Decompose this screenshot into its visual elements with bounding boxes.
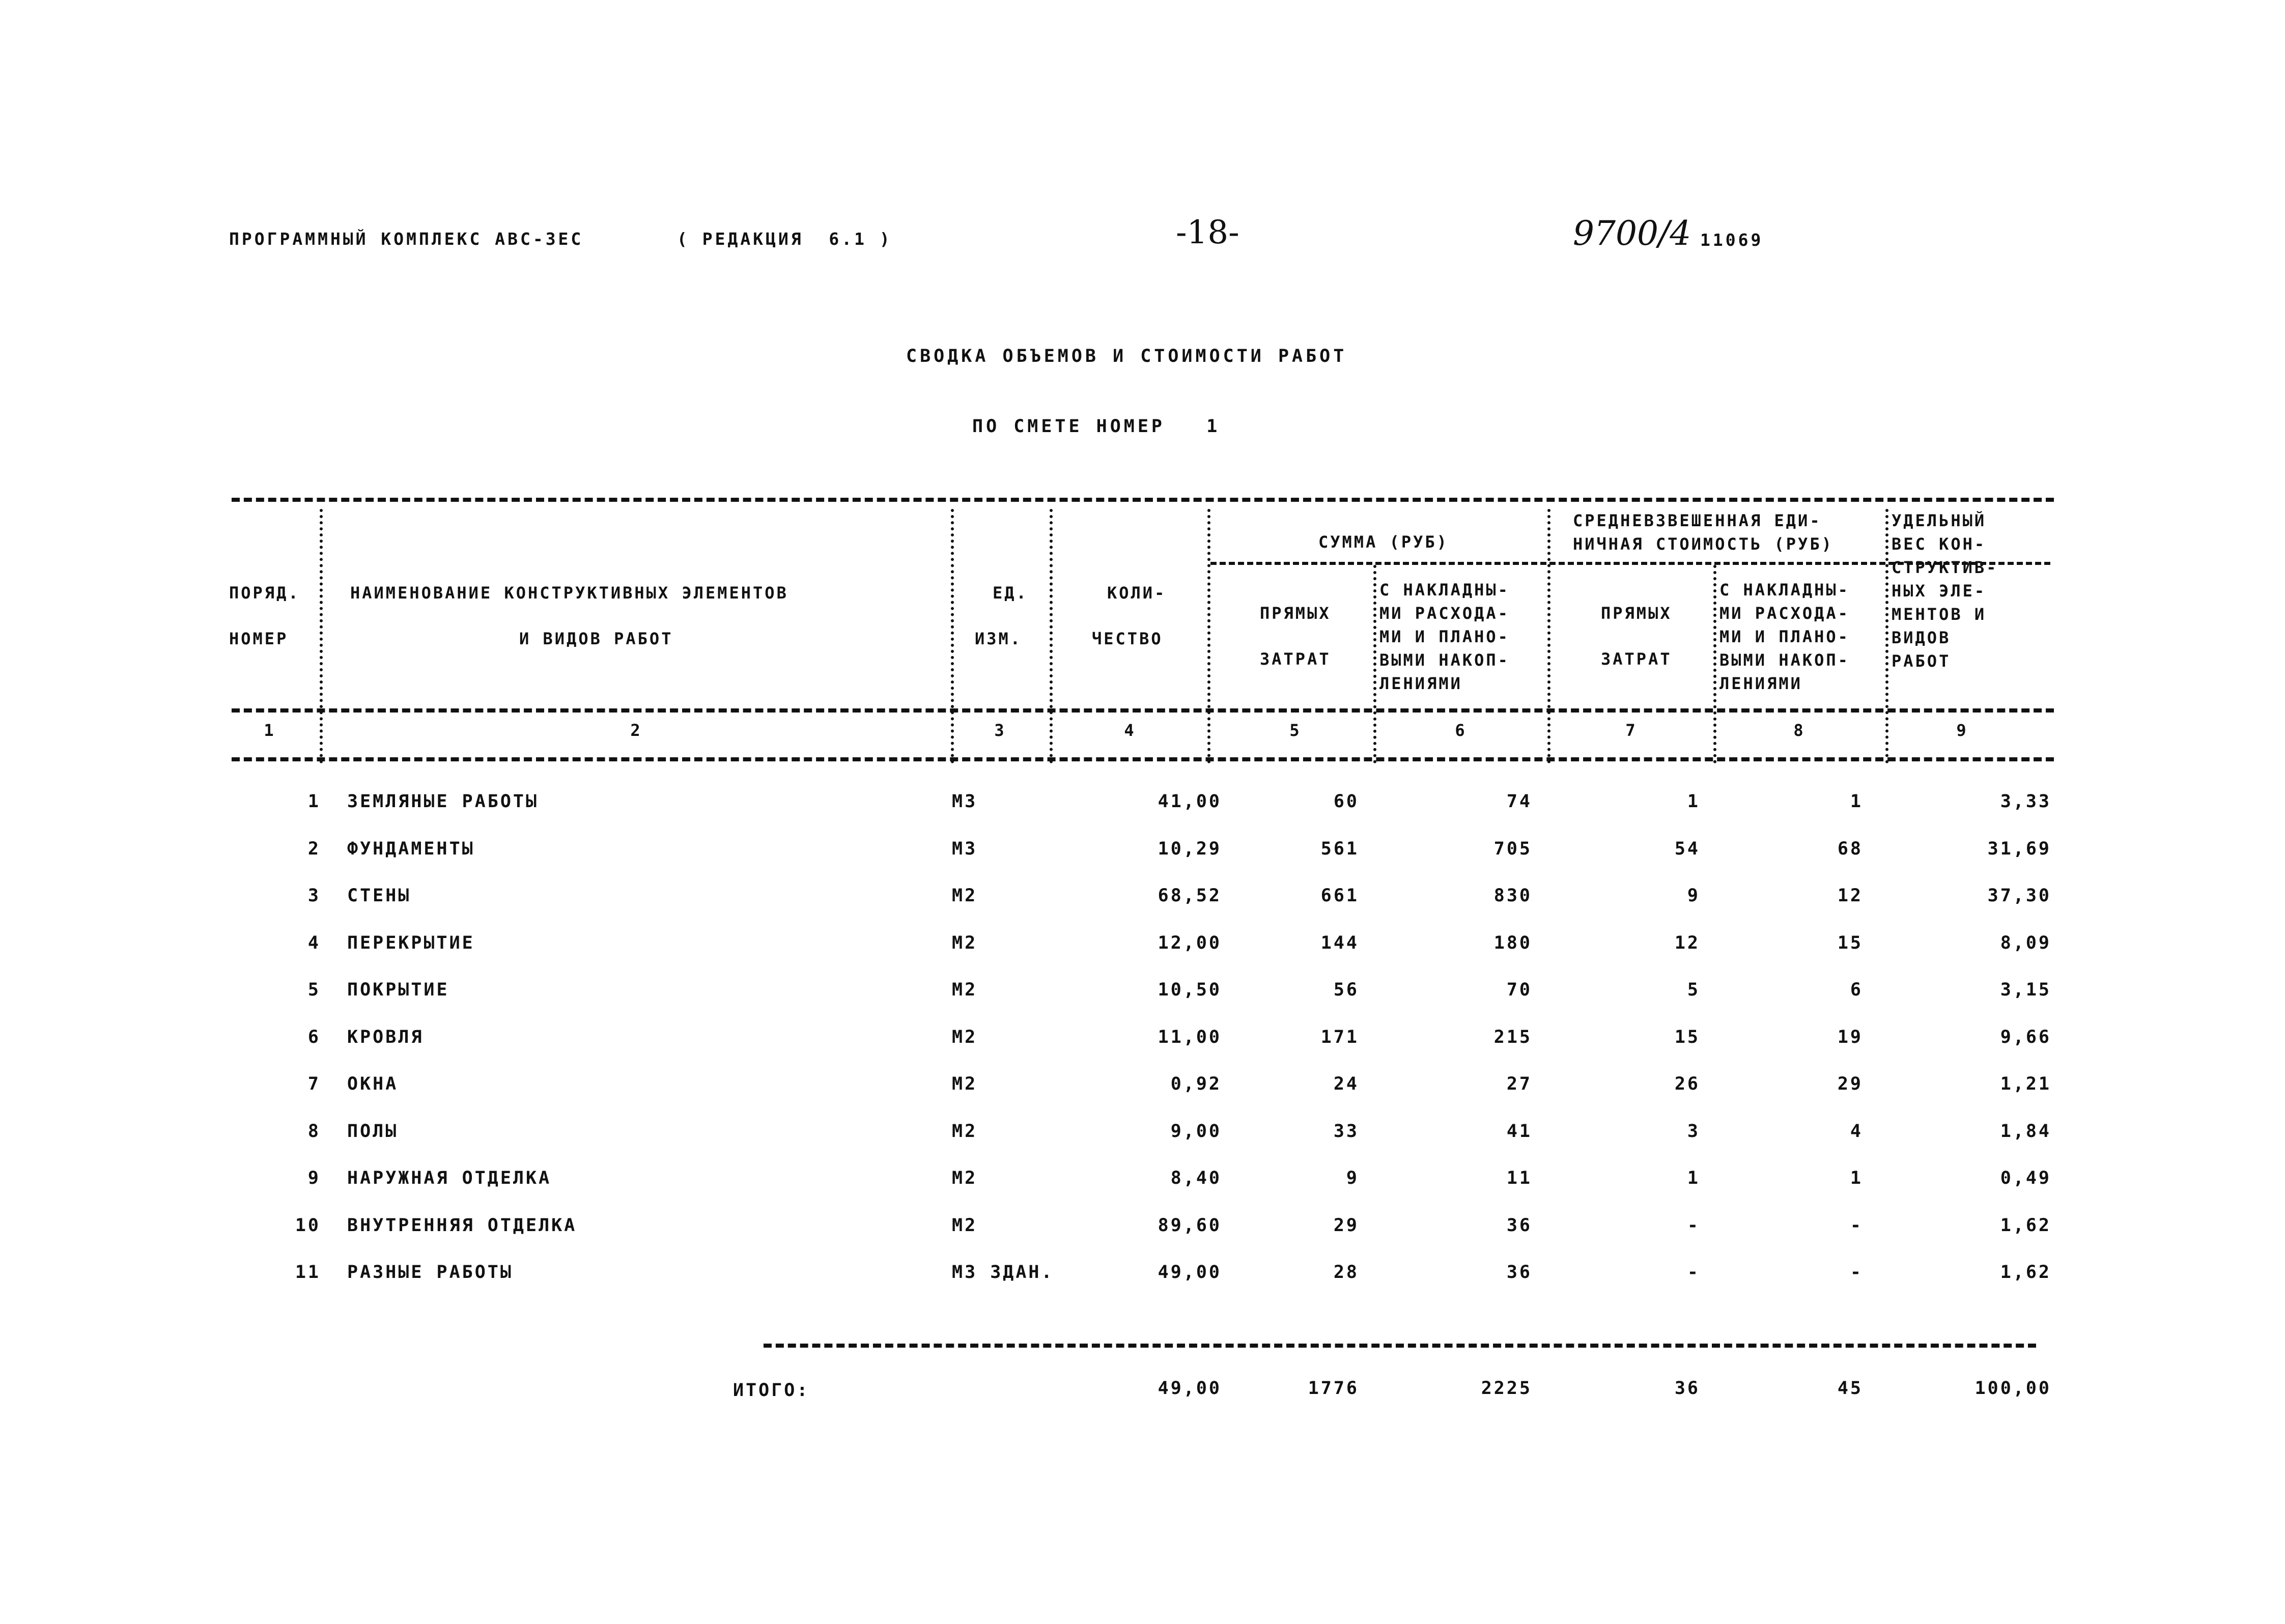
col-separator: [320, 509, 323, 763]
col2-header-line1: НАИМЕНОВАНИЕ КОНСТРУКТИВНЫХ ЭЛЕМЕНТОВ: [350, 583, 788, 603]
col-number: 6: [1455, 721, 1467, 740]
row-avg-overhead: 1: [1850, 1168, 1863, 1188]
row-unit: М2: [952, 886, 978, 906]
col3-header-line1: ЕД.: [993, 583, 1028, 603]
row-name: ФУНДАМЕНТЫ: [347, 839, 475, 859]
col2-header-line2: И ВИДОВ РАБОТ: [519, 629, 673, 648]
row-avg-direct: 1: [1687, 791, 1700, 812]
row-unit: М3: [952, 839, 978, 859]
col-number: 8: [1793, 721, 1806, 740]
document-code: 11069: [1700, 230, 1764, 250]
row-avg-overhead: 68: [1837, 839, 1863, 859]
row-unit: М3 ЗДАН.: [952, 1262, 1054, 1283]
table-top-rule: [232, 498, 2054, 502]
row-direct-cost: 9: [1346, 1168, 1359, 1188]
row-qty: 0,92: [1170, 1074, 1222, 1094]
row-avg-overhead: 19: [1837, 1027, 1863, 1047]
row-qty: 8,40: [1170, 1168, 1222, 1188]
col-number: 7: [1625, 721, 1638, 740]
row-direct-cost: 29: [1333, 1215, 1359, 1236]
row-share: 9,66: [2000, 1027, 2051, 1047]
row-qty: 11,00: [1158, 1027, 1222, 1047]
row-overhead-cost: 180: [1493, 933, 1532, 953]
avg-group-header-line1: СРЕДНЕВЗВЕШЕННАЯ ЕДИ-: [1573, 511, 1822, 530]
col5-header-line2: ЗАТРАТ: [1260, 649, 1331, 669]
row-avg-direct: 3: [1687, 1121, 1700, 1142]
col6-header-line3: МИ И ПЛАНО-: [1379, 627, 1510, 646]
col-number: 2: [630, 721, 642, 740]
row-share: 1,84: [2000, 1121, 2051, 1142]
avg-group-header-line2: НИЧНАЯ СТОИМОСТЬ (РУБ): [1573, 534, 1833, 554]
row-name: ЗЕМЛЯНЫЕ РАБОТЫ: [347, 791, 539, 812]
row-unit: М2: [952, 980, 978, 1000]
row-number: 7: [307, 1074, 321, 1094]
col9-header-line4: НЫХ ЭЛЕ-: [1892, 581, 1987, 601]
row-avg-overhead: -: [1850, 1215, 1863, 1236]
row-number: 4: [307, 933, 321, 953]
col9-header-line3: СТРУКТИВ-: [1892, 558, 1998, 577]
row-share: 31,69: [1987, 839, 2051, 859]
col4-header-line1: КОЛИ-: [1107, 583, 1167, 603]
row-name: СТЕНЫ: [347, 886, 411, 906]
col-separator: [951, 509, 954, 763]
document-number-handwritten: 9700/4: [1573, 214, 1691, 253]
col9-header-line1: УДЕЛЬНЫЙ: [1892, 511, 1987, 530]
col-number: 1: [264, 721, 276, 740]
row-qty: 89,60: [1158, 1215, 1222, 1236]
col7-header-line2: ЗАТРАТ: [1601, 649, 1672, 669]
col4-header-line2: ЧЕСТВО: [1092, 629, 1163, 648]
row-number: 6: [307, 1027, 321, 1047]
row-qty: 68,52: [1158, 886, 1222, 906]
col7-header-line1: ПРЯМЫХ: [1601, 604, 1672, 623]
col6-header-line2: МИ РАСХОДА-: [1379, 604, 1510, 623]
document-subtitle: ПО СМЕТЕ НОМЕР 1: [972, 416, 1221, 437]
document-title: СВОДКА ОБЪЕМОВ И СТОИМОСТИ РАБОТ: [906, 346, 1347, 366]
row-number: 10: [295, 1215, 321, 1236]
row-overhead-cost: 36: [1506, 1215, 1532, 1236]
total-rule: [764, 1344, 2036, 1348]
row-avg-overhead: 29: [1837, 1074, 1863, 1094]
row-avg-direct: 12: [1674, 933, 1700, 953]
col-separator: [1713, 565, 1716, 763]
row-avg-overhead: 1: [1850, 791, 1863, 812]
row-qty: 49,00: [1158, 1262, 1222, 1283]
row-avg-overhead: 4: [1850, 1121, 1863, 1142]
row-overhead-cost: 705: [1493, 839, 1532, 859]
col6-header-line5: ЛЕНИЯМИ: [1379, 674, 1462, 693]
row-number: 11: [295, 1262, 321, 1283]
col-separator: [1885, 509, 1888, 763]
row-number: 2: [307, 839, 321, 859]
total-direct: 1776: [1308, 1378, 1359, 1399]
row-overhead-cost: 70: [1506, 980, 1532, 1000]
total-qty: 49,00: [1158, 1378, 1222, 1399]
row-qty: 10,50: [1158, 980, 1222, 1000]
row-qty: 9,00: [1170, 1121, 1222, 1142]
row-overhead-cost: 27: [1506, 1074, 1532, 1094]
row-avg-direct: 1: [1687, 1168, 1700, 1188]
row-overhead-cost: 215: [1493, 1027, 1532, 1047]
col-separator: [1547, 509, 1550, 763]
row-share: 3,15: [2000, 980, 2051, 1000]
row-overhead-cost: 830: [1493, 886, 1532, 906]
row-unit: М2: [952, 1215, 978, 1236]
col8-header-line3: МИ И ПЛАНО-: [1719, 627, 1850, 646]
row-avg-overhead: 15: [1837, 933, 1863, 953]
col9-header-line2: ВЕС КОН-: [1892, 534, 1987, 554]
row-avg-direct: -: [1687, 1262, 1700, 1283]
row-direct-cost: 171: [1320, 1027, 1359, 1047]
col6-header-line4: ВЫМИ НАКОП-: [1379, 650, 1510, 670]
row-direct-cost: 24: [1333, 1074, 1359, 1094]
total-avg-overhead: 45: [1837, 1378, 1863, 1399]
row-share: 1,21: [2000, 1074, 2051, 1094]
row-direct-cost: 60: [1333, 791, 1359, 812]
col-separator: [1050, 509, 1053, 763]
row-unit: М3: [952, 791, 978, 812]
col-number: 3: [994, 721, 1006, 740]
col8-header-line4: ВЫМИ НАКОП-: [1719, 650, 1850, 670]
total-overhead: 2225: [1481, 1378, 1532, 1399]
row-name: РАЗНЫЕ РАБОТЫ: [347, 1262, 513, 1283]
row-name: ОКНА: [347, 1074, 399, 1094]
col8-header-line2: МИ РАСХОДА-: [1719, 604, 1850, 623]
col8-header-line5: ЛЕНИЯМИ: [1719, 674, 1802, 693]
row-avg-overhead: 12: [1837, 886, 1863, 906]
row-avg-direct: 5: [1687, 980, 1700, 1000]
program-name: ПРОГРАММНЫЙ КОМПЛЕКС АВС-ЗЕС: [229, 229, 584, 249]
total-label: ИТОГО:: [733, 1380, 810, 1401]
row-qty: 12,00: [1158, 933, 1222, 953]
row-unit: М2: [952, 1168, 978, 1188]
col3-header-line2: ИЗМ.: [975, 629, 1023, 648]
col-number: 9: [1956, 721, 1968, 740]
row-direct-cost: 33: [1333, 1121, 1359, 1142]
column-numbers-bottom-rule: [232, 757, 2054, 761]
row-name: ПЕРЕКРЫТИЕ: [347, 933, 475, 953]
row-share: 0,49: [2000, 1168, 2051, 1188]
row-share: 1,62: [2000, 1262, 2051, 1283]
row-avg-direct: 54: [1674, 839, 1700, 859]
row-qty: 10,29: [1158, 839, 1222, 859]
row-direct-cost: 56: [1333, 980, 1359, 1000]
row-number: 8: [307, 1121, 321, 1142]
page-number: -18-: [1176, 214, 1239, 251]
row-name: ВНУТРЕННЯЯ ОТДЕЛКА: [347, 1215, 577, 1236]
row-overhead-cost: 11: [1506, 1168, 1532, 1188]
row-unit: М2: [952, 1074, 978, 1094]
col5-header-line1: ПРЯМЫХ: [1260, 604, 1331, 623]
col-number: 5: [1289, 721, 1302, 740]
column-numbers-top-rule: [232, 708, 2054, 713]
row-unit: М2: [952, 1121, 978, 1142]
total-share: 100,00: [1974, 1378, 2051, 1399]
row-share: 8,09: [2000, 933, 2051, 953]
total-avg-direct: 36: [1674, 1378, 1700, 1399]
row-number: 1: [307, 791, 321, 812]
row-name: ПОКРЫТИЕ: [347, 980, 449, 1000]
row-overhead-cost: 41: [1506, 1121, 1532, 1142]
row-avg-overhead: -: [1850, 1262, 1863, 1283]
row-name: ПОЛЫ: [347, 1121, 399, 1142]
row-number: 9: [307, 1168, 321, 1188]
col1-header-line2: НОМЕР: [229, 629, 289, 648]
col9-header-line7: РАБОТ: [1892, 651, 1951, 671]
row-number: 3: [307, 886, 321, 906]
col8-header-line1: С НАКЛАДНЫ-: [1719, 580, 1850, 600]
col-number: 4: [1124, 721, 1136, 740]
row-avg-overhead: 6: [1850, 980, 1863, 1000]
row-direct-cost: 561: [1320, 839, 1359, 859]
col1-header-line1: ПОРЯД.: [229, 583, 300, 603]
row-share: 37,30: [1987, 886, 2051, 906]
row-direct-cost: 661: [1320, 886, 1359, 906]
row-direct-cost: 28: [1333, 1262, 1359, 1283]
row-name: НАРУЖНАЯ ОТДЕЛКА: [347, 1168, 552, 1188]
row-overhead-cost: 74: [1506, 791, 1532, 812]
col6-header-line1: С НАКЛАДНЫ-: [1379, 580, 1510, 600]
row-number: 5: [307, 980, 321, 1000]
row-avg-direct: 9: [1687, 886, 1700, 906]
row-avg-direct: -: [1687, 1215, 1700, 1236]
col9-header-line5: МЕНТОВ И: [1892, 605, 1987, 624]
col-separator: [1207, 509, 1210, 763]
row-overhead-cost: 36: [1506, 1262, 1532, 1283]
row-name: КРОВЛЯ: [347, 1027, 424, 1047]
row-avg-direct: 15: [1674, 1027, 1700, 1047]
row-unit: М2: [952, 933, 978, 953]
row-share: 3,33: [2000, 791, 2051, 812]
col9-header-line6: ВИДОВ: [1892, 628, 1951, 647]
row-direct-cost: 144: [1320, 933, 1359, 953]
row-qty: 41,00: [1158, 791, 1222, 812]
edition-label: ( РЕДАКЦИЯ 6.1 ): [677, 229, 892, 249]
row-share: 1,62: [2000, 1215, 2051, 1236]
row-unit: М2: [952, 1027, 978, 1047]
col-separator: [1373, 565, 1376, 763]
sum-group-header: СУММА (РУБ): [1318, 532, 1449, 552]
row-avg-direct: 26: [1674, 1074, 1700, 1094]
